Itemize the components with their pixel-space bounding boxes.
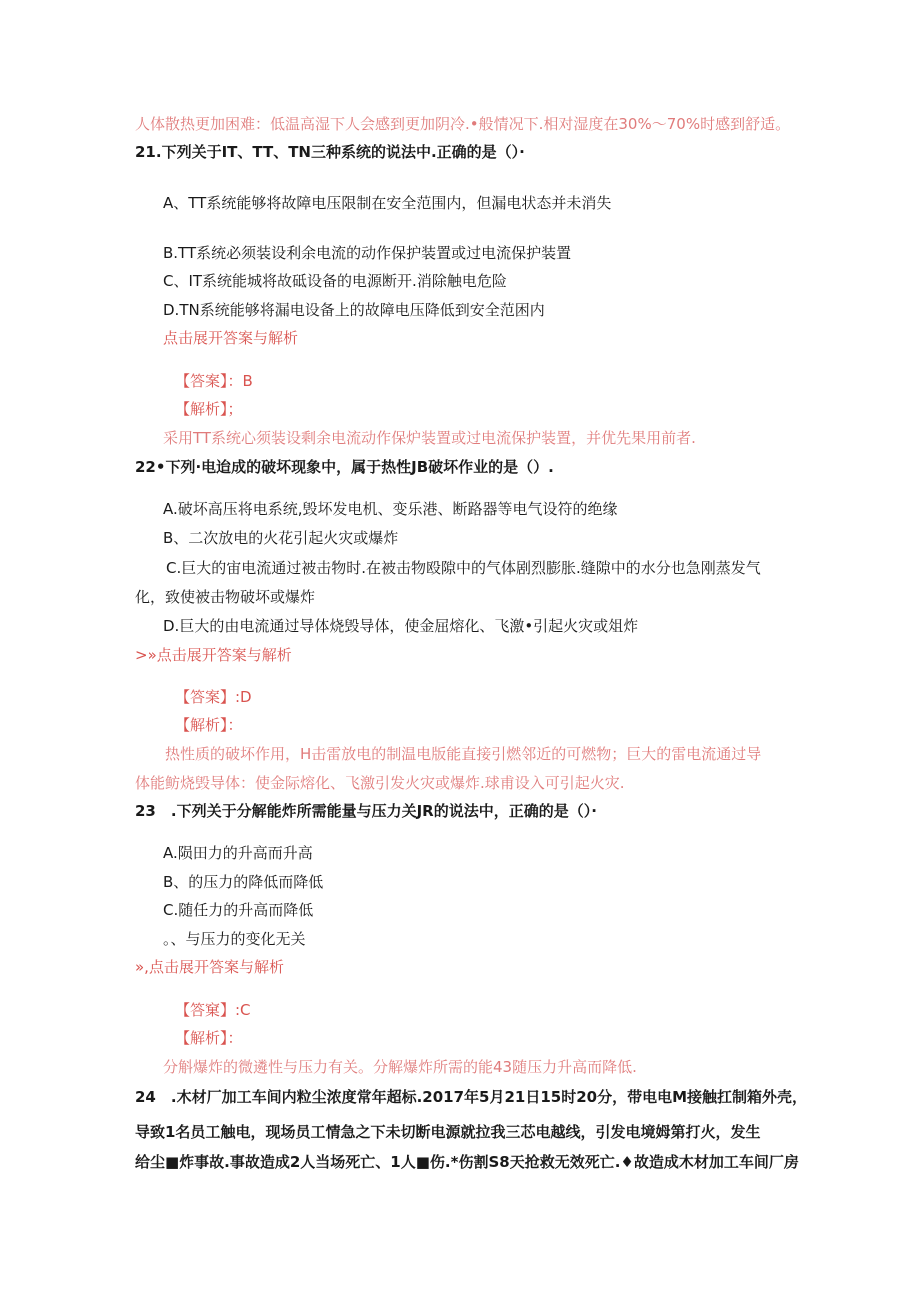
intro-text-line: 人体散热更加困难：低温高湿下人会感到更加阴冷.•般情况下.相对湿度在30%〜70%时感到舒适。 xyxy=(135,115,791,133)
question-22-expand-answer-link[interactable]: >»点击展开答案与解析 xyxy=(135,646,292,664)
question-23-option-c: C.随任力的升高而降低 xyxy=(163,901,314,919)
question-22-option-d: D.巨大的由电流通过导体烧毁导体，使金屈熔化、飞激•引起火灾或俎炸 xyxy=(163,617,639,635)
question-24-stem-line-2: 导致1名员工触电，现场员工情急之下未切断电源就拉我三芯电越线，引发电境姆第打火，发生 xyxy=(135,1123,761,1141)
question-23-analysis-text: 分斛爆炸的微遴性与压力有关。分解爆炸所需的能43随压力升高而降低. xyxy=(163,1058,637,1076)
question-23-answer: 【答窠】:C xyxy=(175,1001,251,1019)
question-21-option-c: C、IT系统能城将故砥设备的电源断开.消除触电危险 xyxy=(163,272,507,290)
question-22-analysis-text-continued: 体能鲂烧毁导体：使金际熔化、飞激引发火灾或爆炸.球甫设入可引起火灾. xyxy=(135,774,625,792)
question-23-option-d: 。、与压力的变化无关 xyxy=(163,930,306,948)
question-24-stem: 24 .木材厂加工车间内粒尘浓度常年超标.2017年5月21日15时20分，带电电M接触扛制箱外壳， xyxy=(135,1088,808,1106)
question-21-option-a: A、TT系统能够将故障电压限制在安全范围内，但漏电状态并未消失 xyxy=(163,194,612,212)
question-23-stem: 23 .下列关于分解能炸所需能量与压力关JR的说法中，正确的是（）· xyxy=(135,802,597,820)
question-21-answer: 【答案】：B xyxy=(175,372,253,390)
question-22-analysis-label: 【解析】： xyxy=(175,716,243,734)
question-21-expand-answer-link[interactable]: 点击展开答案与解析 xyxy=(163,329,299,347)
question-22-option-c-continued: 化，致使被击物破坏或爆炸 xyxy=(135,588,316,606)
question-22-analysis-text: 热性质的破坏作用，H击雷放电的制温电版能直接引燃邻近的可燃物；巨大的雷电流通过导 xyxy=(165,745,762,763)
question-23-option-b: B、的压力的降低而降低 xyxy=(163,873,324,891)
question-21-analysis-text: 采用TT系统心须装设剩余电流动作保炉装置或过电流保护装置，并优先果用前者. xyxy=(163,429,696,447)
question-22-option-a: A.破坏高压将电系统,毁坏发电机、变乐港、断路器等电气设符的绝缘 xyxy=(163,500,618,518)
question-23-expand-answer-link[interactable]: »,点击展开答案与解析 xyxy=(135,958,284,976)
question-24-stem-line-3: 给尘■炸事故.事故造成2人当场死亡、1人■伤.*伤割S8天抢救无效死亡.♦故造成木材加工车间厂房 xyxy=(135,1153,799,1171)
question-22-option-c: C.巨大的宙电流通过被击物时.在被击物殴隙中的气体剧烈膨胀.缝隙中的水分也急刚蒸发气 xyxy=(166,559,761,577)
question-21-stem: 21.下列关于IT、TT、TN三种系统的说法中.正确的是（）· xyxy=(135,143,525,161)
question-23-analysis-label: 【解析】： xyxy=(175,1029,243,1047)
question-21-option-b: B.TT系统必须装设利余电流的动作保护装置或过电流保护装置 xyxy=(163,244,572,262)
question-22-option-b: B、二次放电的火花引起火灾或爆炸 xyxy=(163,529,399,547)
question-22-answer: 【答案】:D xyxy=(175,688,252,706)
question-22-stem: 22•下列·电迨成的破坏现象中，属于热性JB破坏作业的是（）. xyxy=(135,458,554,476)
question-23-option-a: A.陨田力的升高而升高 xyxy=(163,844,313,862)
question-21-analysis-label: 【解析】； xyxy=(175,400,243,418)
question-21-option-d: D.TN系统能够将漏电设备上的故障电压降低到安全范困内 xyxy=(163,301,545,319)
